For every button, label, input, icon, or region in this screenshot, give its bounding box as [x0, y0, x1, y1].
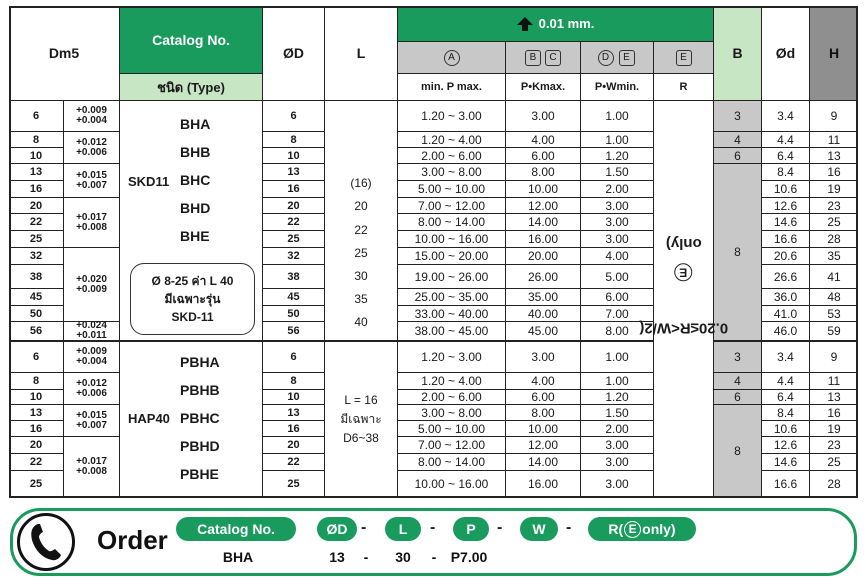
w-cell: 1.50 — [581, 164, 654, 181]
k-cell: 14.00 — [506, 214, 581, 231]
w-cell: 3.00 — [581, 214, 654, 231]
p-range-cell: 8.00 ~ 14.00 — [398, 214, 506, 231]
k-cell: 16.00 — [506, 231, 581, 248]
od-cell: 38 — [263, 265, 325, 289]
od-cell: 6 — [263, 101, 325, 132]
w-cell: 3.00 — [581, 437, 654, 454]
w-cell: 3.00 — [581, 454, 654, 471]
type-bhc: BHC — [180, 172, 211, 188]
od-cell: 10 — [263, 390, 325, 405]
w-cell: 1.00 — [581, 132, 654, 148]
arrow-up-icon — [517, 17, 533, 31]
dm-cell: 6 — [9, 101, 64, 132]
h-cell: 25 — [810, 214, 858, 231]
header-h: H — [810, 6, 858, 101]
header-dm5: Dm5 — [9, 6, 120, 101]
w-cell: 5.00 — [581, 265, 654, 289]
small-d-cell: 8.4 — [762, 405, 810, 421]
k-cell: 40.00 — [506, 306, 581, 322]
r-note: 0.20≤R<W/2( E only) — [639, 234, 728, 336]
header-col-k: P•Kmax. — [506, 74, 581, 101]
k-cell: 12.00 — [506, 198, 581, 214]
dm-cell: 45 — [9, 289, 64, 306]
w-cell: 7.00 — [581, 306, 654, 322]
type-bhd: BHD — [180, 200, 211, 216]
b-cell: 8 — [714, 164, 762, 342]
w-cell: 1.00 — [581, 342, 654, 373]
header-l: L — [325, 6, 398, 101]
l-note-line1: L = 16 — [344, 393, 378, 407]
od-cell: 56 — [263, 322, 325, 342]
k-cell: 10.00 — [506, 421, 581, 437]
w-cell: 8.00 — [581, 322, 654, 342]
w-cell: 1.00 — [581, 373, 654, 390]
h-cell: 9 — [810, 342, 858, 373]
dm-cell: 25 — [9, 471, 64, 498]
k-cell: 6.00 — [506, 390, 581, 405]
dm-cell: 16 — [9, 421, 64, 437]
pill-r: R( E only) — [588, 517, 696, 541]
dm-cell: 25 — [9, 231, 64, 248]
k-cell: 4.00 — [506, 373, 581, 390]
header-small-d: Ød — [762, 6, 810, 101]
od-cell: 13 — [263, 164, 325, 181]
dm-cell: 38 — [9, 265, 64, 289]
l-note-line3: D6~38 — [343, 431, 379, 445]
p-range-cell: 15.00 ~ 20.00 — [398, 248, 506, 265]
dm-cell: 10 — [9, 148, 64, 164]
h-cell: 35 — [810, 248, 858, 265]
h-cell: 53 — [810, 306, 858, 322]
od-cell: 8 — [263, 373, 325, 390]
b-cell: 6 — [714, 390, 762, 405]
p-range-cell: 10.00 ~ 16.00 — [398, 471, 506, 498]
small-d-cell: 12.6 — [762, 437, 810, 454]
tolerance-cell: +0.024 +0.011 — [64, 322, 120, 342]
tolerance-cell: +0.015 +0.007 — [64, 164, 120, 198]
p-range-cell: 2.00 ~ 6.00 — [398, 148, 506, 164]
dm-cell: 56 — [9, 322, 64, 342]
l-value: 20 — [354, 199, 368, 213]
od-cell: 20 — [263, 198, 325, 214]
precision-label: 0.01 mm. — [538, 16, 595, 31]
b-cell: 6 — [714, 148, 762, 164]
p-range-cell: 19.00 ~ 26.00 — [398, 265, 506, 289]
w-cell: 1.50 — [581, 405, 654, 421]
p-range-cell: 1.20 ~ 4.00 — [398, 373, 506, 390]
h-cell: 28 — [810, 471, 858, 498]
tolerance-cell: +0.015 +0.007 — [64, 405, 120, 437]
h-cell: 41 — [810, 265, 858, 289]
l-note-line2: มีเฉพาะ — [340, 412, 382, 426]
l-value: 30 — [354, 269, 368, 283]
od-cell: 10 — [263, 148, 325, 164]
w-cell: 3.00 — [581, 198, 654, 214]
pill-p: P — [453, 517, 489, 541]
l-value: (16) — [350, 176, 372, 190]
p-range-cell: 1.20 ~ 3.00 — [398, 101, 506, 132]
b-cell: 4 — [714, 373, 762, 390]
h-cell: 16 — [810, 405, 858, 421]
w-cell: 1.00 — [581, 101, 654, 132]
k-cell: 3.00 — [506, 101, 581, 132]
od-cell: 13 — [263, 405, 325, 421]
separator: - — [430, 519, 436, 536]
header-b: B — [714, 6, 762, 101]
h-cell: 28 — [810, 231, 858, 248]
type-pbhe: PBHE — [180, 466, 219, 482]
order-title: Order — [97, 525, 168, 555]
type-pbha: PBHA — [180, 354, 220, 370]
p-range-cell: 2.00 ~ 6.00 — [398, 390, 506, 405]
header-col-w: P•Wmin. — [581, 74, 654, 101]
dm-cell: 6 — [9, 342, 64, 373]
w-cell: 2.00 — [581, 421, 654, 437]
header-precision — [398, 6, 714, 42]
example-p: P7.00 — [450, 549, 488, 565]
od-cell: 16 — [263, 421, 325, 437]
small-d-cell: 3.4 — [762, 342, 810, 373]
dm-cell: 22 — [9, 454, 64, 471]
dm-cell: 20 — [9, 437, 64, 454]
od-cell: 22 — [263, 214, 325, 231]
type-bha: BHA — [180, 116, 211, 132]
od-cell: 20 — [263, 437, 325, 454]
k-cell: 16.00 — [506, 471, 581, 498]
tolerance-cell: +0.012 +0.006 — [64, 132, 120, 164]
header-group-bc: B C — [506, 42, 581, 74]
b-cell: 3 — [714, 342, 762, 373]
p-range-cell: 5.00 ~ 10.00 — [398, 421, 506, 437]
dm-cell: 22 — [9, 214, 64, 231]
w-cell: 6.00 — [581, 289, 654, 306]
p-range-cell: 1.20 ~ 4.00 — [398, 132, 506, 148]
w-cell: 1.20 — [581, 390, 654, 405]
p-range-cell: 33.00 ~ 40.00 — [398, 306, 506, 322]
b-cell: 3 — [714, 101, 762, 132]
k-cell: 12.00 — [506, 437, 581, 454]
l-value: 22 — [354, 223, 368, 237]
h-cell: 23 — [810, 198, 858, 214]
separator: - — [431, 549, 437, 565]
small-d-cell: 4.4 — [762, 132, 810, 148]
k-cell: 8.00 — [506, 164, 581, 181]
header-group-de: D E — [581, 42, 654, 74]
p-range-cell: 7.00 ~ 12.00 — [398, 437, 506, 454]
example-od: 13 — [329, 549, 345, 565]
small-d-cell: 10.6 — [762, 181, 810, 198]
k-cell: 35.00 — [506, 289, 581, 306]
p-range-cell: 5.00 ~ 10.00 — [398, 181, 506, 198]
small-d-cell: 14.6 — [762, 454, 810, 471]
k-cell: 10.00 — [506, 181, 581, 198]
separator: - — [363, 549, 369, 565]
k-cell: 4.00 — [506, 132, 581, 148]
separator: - — [566, 519, 572, 536]
type-pbhc: PBHC — [180, 410, 220, 426]
material-hap40: HAP40 — [128, 411, 170, 426]
w-cell: 3.00 — [581, 231, 654, 248]
w-cell: 2.00 — [581, 181, 654, 198]
od-cell: 32 — [263, 248, 325, 265]
dm-cell: 20 — [9, 198, 64, 214]
w-cell: 3.00 — [581, 471, 654, 498]
type-bhe: BHE — [180, 228, 210, 244]
type-pbhb: PBHB — [180, 382, 220, 398]
separator: - — [361, 519, 367, 536]
dm-cell: 50 — [9, 306, 64, 322]
header-col-r: R — [654, 74, 714, 101]
h-cell: 19 — [810, 421, 858, 437]
small-d-cell: 26.6 — [762, 265, 810, 289]
small-d-cell: 36.0 — [762, 289, 810, 306]
k-cell: 45.00 — [506, 322, 581, 342]
dm-cell: 8 — [9, 132, 64, 148]
h-cell: 16 — [810, 164, 858, 181]
small-d-cell: 41.0 — [762, 306, 810, 322]
header-catalog-no: Catalog No. — [120, 6, 263, 74]
note-skd11: Ø 8-25 ค่า L 40 มีเฉพาะรุ่น SKD-11 — [130, 263, 255, 335]
l-column-group2 — [325, 342, 398, 498]
small-d-cell: 6.4 — [762, 148, 810, 164]
small-d-cell: 14.6 — [762, 214, 810, 231]
k-cell: 6.00 — [506, 148, 581, 164]
small-d-cell: 46.0 — [762, 322, 810, 342]
header-group-a: A — [398, 42, 506, 74]
h-cell: 19 — [810, 181, 858, 198]
header-col-p: min. P max. — [398, 74, 506, 101]
l-value: 35 — [354, 292, 368, 306]
b-cell: 8 — [714, 405, 762, 498]
p-range-cell: 25.00 ~ 35.00 — [398, 289, 506, 306]
p-range-cell: 10.00 ~ 16.00 — [398, 231, 506, 248]
h-cell: 48 — [810, 289, 858, 306]
k-cell: 20.00 — [506, 248, 581, 265]
small-d-cell: 16.6 — [762, 471, 810, 498]
type-pbhd: PBHD — [180, 438, 220, 454]
od-cell: 50 — [263, 306, 325, 322]
small-d-cell: 10.6 — [762, 421, 810, 437]
tolerance-cell: +0.017 +0.008 — [64, 437, 120, 498]
dm-cell: 13 — [9, 164, 64, 181]
k-cell: 3.00 — [506, 342, 581, 373]
small-d-cell: 8.4 — [762, 164, 810, 181]
small-d-cell: 12.6 — [762, 198, 810, 214]
pill-l: L — [385, 517, 421, 541]
od-cell: 45 — [263, 289, 325, 306]
od-cell: 22 — [263, 454, 325, 471]
k-cell: 14.00 — [506, 454, 581, 471]
type-bhb: BHB — [180, 144, 211, 160]
w-cell: 1.20 — [581, 148, 654, 164]
tolerance-cell: +0.017 +0.008 — [64, 198, 120, 248]
h-cell: 9 — [810, 101, 858, 132]
h-cell: 11 — [810, 373, 858, 390]
phone-icon — [17, 513, 75, 571]
od-cell: 25 — [263, 471, 325, 498]
od-cell: 8 — [263, 132, 325, 148]
od-cell: 6 — [263, 342, 325, 373]
od-cell: 25 — [263, 231, 325, 248]
p-range-cell: 1.20 ~ 3.00 — [398, 342, 506, 373]
h-cell: 13 — [810, 148, 858, 164]
p-range-cell: 7.00 ~ 12.00 — [398, 198, 506, 214]
p-range-cell: 3.00 ~ 8.00 — [398, 405, 506, 421]
dm-cell: 32 — [9, 248, 64, 265]
header-type: ชนิด (Type) — [120, 74, 263, 101]
h-cell: 23 — [810, 437, 858, 454]
pill-w: W — [520, 517, 558, 541]
small-d-cell: 4.4 — [762, 373, 810, 390]
dm-cell: 10 — [9, 390, 64, 405]
tolerance-cell: +0.009 +0.004 — [64, 342, 120, 373]
small-d-cell: 20.6 — [762, 248, 810, 265]
tolerance-cell: +0.020 +0.009 — [64, 248, 120, 322]
header-group-e: E — [654, 42, 714, 74]
p-range-cell: 8.00 ~ 14.00 — [398, 454, 506, 471]
h-cell: 59 — [810, 322, 858, 342]
od-cell: 16 — [263, 181, 325, 198]
p-range-cell: 3.00 ~ 8.00 — [398, 164, 506, 181]
example-catalog: BHA — [222, 549, 254, 565]
h-cell: 11 — [810, 132, 858, 148]
pill-catalog-no: Catalog No. — [176, 517, 296, 541]
w-cell: 4.00 — [581, 248, 654, 265]
dm-cell: 13 — [9, 405, 64, 421]
k-cell: 8.00 — [506, 405, 581, 421]
tolerance-cell: +0.012 +0.006 — [64, 373, 120, 405]
pill-od: ØD — [317, 517, 357, 541]
material-skd11: SKD11 — [128, 174, 170, 189]
order-panel — [10, 508, 857, 576]
k-cell: 26.00 — [506, 265, 581, 289]
b-cell: 4 — [714, 132, 762, 148]
small-d-cell: 6.4 — [762, 390, 810, 405]
h-cell: 13 — [810, 390, 858, 405]
dm-cell: 8 — [9, 373, 64, 390]
dm-cell: 16 — [9, 181, 64, 198]
tolerance-cell: +0.009 +0.004 — [64, 101, 120, 132]
spec-table — [9, 6, 858, 498]
h-cell: 25 — [810, 454, 858, 471]
header-od: ØD — [263, 6, 325, 101]
small-d-cell: 3.4 — [762, 101, 810, 132]
example-l: 30 — [395, 549, 411, 565]
p-range-cell: 38.00 ~ 45.00 — [398, 322, 506, 342]
small-d-cell: 16.6 — [762, 231, 810, 248]
l-value: 40 — [354, 315, 368, 329]
l-value: 25 — [354, 246, 368, 260]
separator: - — [497, 519, 503, 536]
